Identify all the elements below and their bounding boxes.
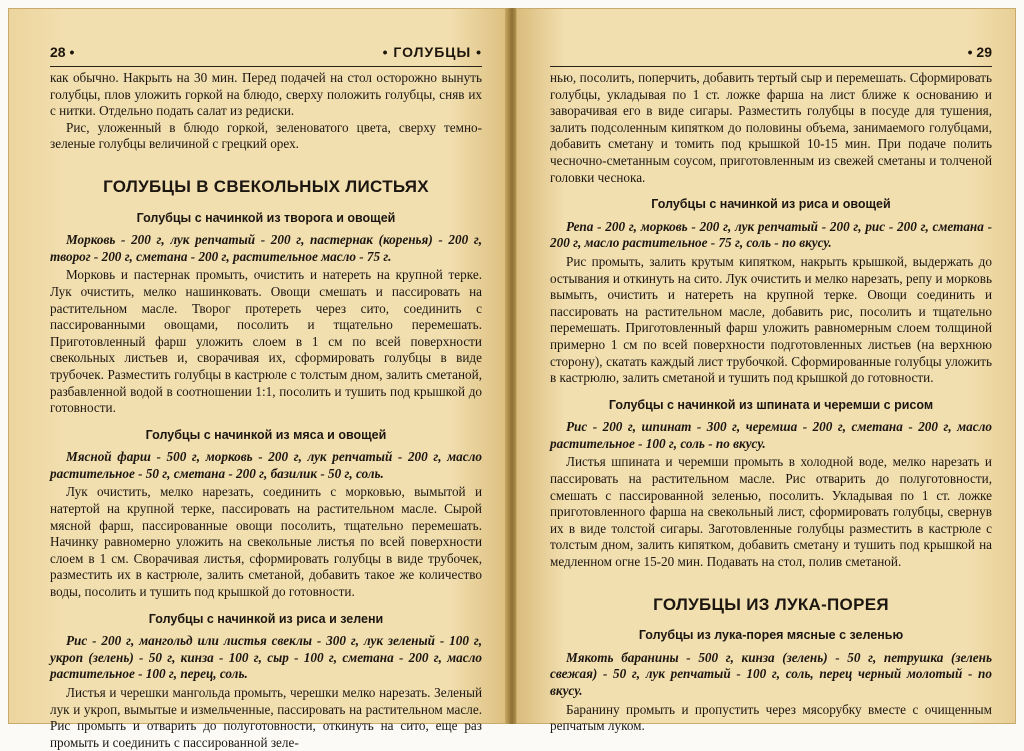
recipe-text: Рис промыть, залить крутым кипятком, накрыть крышкой, выдержать до остывания и откинуть на сито. Лук очистить и мелко нарезать, репу и морковь вымыть, очистить и натереть на крупной терке. Овощи соединить и пассировать на растительном масле, добавить рис, посолить и тщательно перемешать. Приготовленный фарш уложить равномерным слоем толщиной примерно 1 см по всей поверхности подготовленных листьев (на верхнюю сторону), скатать каждый лист трубочкой. Сформированные голубцы уложить в кастрюлю, залить сметаной и тушить под крышкой до готовности. (550, 253, 992, 386)
recipe-ingredients: Репа - 200 г, морковь - 200 г, лук репчатый - 200 г, рис - 200 г, сметана - 200 г, масло растительное - 75 г, соль - по вкусу. (550, 218, 992, 251)
paragraph: Рис, уложенный в блюдо горкой, зеленоватого цвета, сверху темно-зеленые голубцы величиной с грецкий орех. (50, 119, 482, 152)
right-page (516, 8, 1016, 734)
page-number: • 29 (967, 44, 992, 60)
recipe-ingredients: Морковь - 200 г, лук репчатый - 200 г, пастернак (коренья) - 200 г, творог - 200 г, сметана - 200 г, растительное масло - 75 г. (50, 232, 482, 264)
page-number: 28 • (50, 44, 75, 60)
paragraph: как обычно. Накрыть на 30 мин. Перед подачей на стол осторожно вынуть голубцы, плов уложить горкой на блюдо, сверху положить голубцы, сняв их с нитки. Отдельно подать салат из редиски. (50, 70, 482, 119)
recipe-text: Лук очистить, мелко нарезать, соединить с морковью, вымытой и натертой на крупной терке, пассировать на растительном масле. Сырой мясной фарш, пассированные овощи посолить, тщательно перемешать. Начинку равномерно уложить на свекольные листья по всей поверхности слоем в 1 см. Сворачивая листья, сформировать голубцы в виде трубочек, разместить их в кастрюле, залить сметаной, добавить такое же количество воды, посолить и тушить под крышкой до готовности. (50, 484, 482, 600)
recipe-title: Голубцы с начинкой из мяса и овощей (145, 427, 387, 442)
section-title: ГОЛУБЦЫ В СВЕКОЛЬНЫХ ЛИСТЬЯХ (103, 176, 429, 196)
section-title: ГОЛУБЦЫ ИЗ ЛУКА-ПОРЕЯ (653, 594, 889, 614)
recipe-title: Голубцы с начинкой из творога и овощей (136, 210, 396, 225)
recipe-text: Листья шпината и черемши промыть в холодной воде, мелко нарезать и пассировать на растительном масле. Рис отварить до полуготовности, смешать с пассированной зеленью, посолить. Укладывая по 1 ст. ложке приготовленного фарша на свекольный лист, сформировать голубцы, свернув их в виде толстой сигары. Заготовленные голубцы разместить в кастрюле с толстым дном, залить кипятком, добавить сметану и тушить под крышкой на медленном огне 15-20 мин. Подавать на стол, полив сметаной. (550, 454, 992, 570)
recipe-text: Морковь и пастернак промыть, очистить и натереть на крупной терке. Лук очистить, мелко нашинковать. Овощи смешать и пассировать на растительном масле. Творог протереть через сито, соединить с пассированными овощами, посолить и тщательно перемешать. Приготовленный фарш уложить слоем в 1 см по всей поверхности свекольных листьев и, сворачивая их, сформировать голубцы в виде трубочек. Разместить голубцы в кастрюле с толстым дном, залить сметаной, разбавленной водой в соотношении 1:1, посолить и тушить под крышкой до готовности. (50, 267, 482, 416)
recipe-ingredients: Рис - 200 г, мангольд или листья свеклы - 300 г, лук зеленый - 100 г, укроп (зелень) - 50 г, кинза - 100 г, сыр - 100 г, сметана - 200 г, масло растительное - 100 г, перец, соль. (50, 633, 482, 682)
recipe-text: Листья и черешки мангольда промыть, черешки мелко нарезать. Зеленый лук и укроп, вымытые и измельченные, пассировать на растительном масле. Рис промыть и отварить до полуготовности, откинуть на сито, еще раз промыть и соединить с пассированной зеле- (50, 685, 482, 750)
recipe-ingredients: Мякоть баранины - 500 г, кинза (зелень) - 50 г, петрушка (зелень свежая) - 50 г, лук репчатый - 100 г, соль, перец черный молотый - по вкусу. (550, 649, 992, 698)
recipe-title: Голубцы с начинкой из риса и овощей (651, 197, 891, 212)
left-page-content (50, 70, 482, 751)
left-page (8, 8, 508, 750)
recipe-title: Голубцы с начинкой из риса и зелени (148, 611, 384, 626)
running-head: • ГОЛУБЦЫ • (382, 44, 482, 60)
left-page-header (50, 44, 482, 67)
right-page-header (550, 44, 992, 67)
recipe-text: Баранину промыть и пропустить через мясорубку вместе с очищенным репчатым луком. (550, 701, 992, 734)
recipe-ingredients: Рис - 200 г, шпинат - 300 г, черемша - 200 г, сметана - 200 г, масло растительное - 100 г, соль - по вкусу. (550, 419, 992, 451)
right-page-content (550, 70, 992, 735)
paragraph: нью, посолить, поперчить, добавить тертый сыр и перемешать. Сформировать голубцы, укладывая по 1 ст. ложке фарша на лист ближе к основанию и заворачивая его в виде сигары. Разместить голубцы в посуде для тушения, залить подсоленным кипятком до половины объема, занимаемого голубцами, добавить сметану и томить под крышкой 10-15 мин. При подаче полить чесночно-сметанным соусом, приготовленным из свежей сметаны и толченой головки чеснока. (550, 70, 992, 185)
recipe-title: Голубцы с начинкой из шпината и черемши с рисом (608, 397, 934, 412)
recipe-ingredients: Мясной фарш - 500 г, морковь - 200 г, лук репчатый - 200 г, масло растительное - 50 г, сметана - 200 г, базилик - 50 г, соль. (50, 449, 482, 481)
recipe-title: Голубцы из лука-порея мясные с зеленью (638, 628, 904, 643)
